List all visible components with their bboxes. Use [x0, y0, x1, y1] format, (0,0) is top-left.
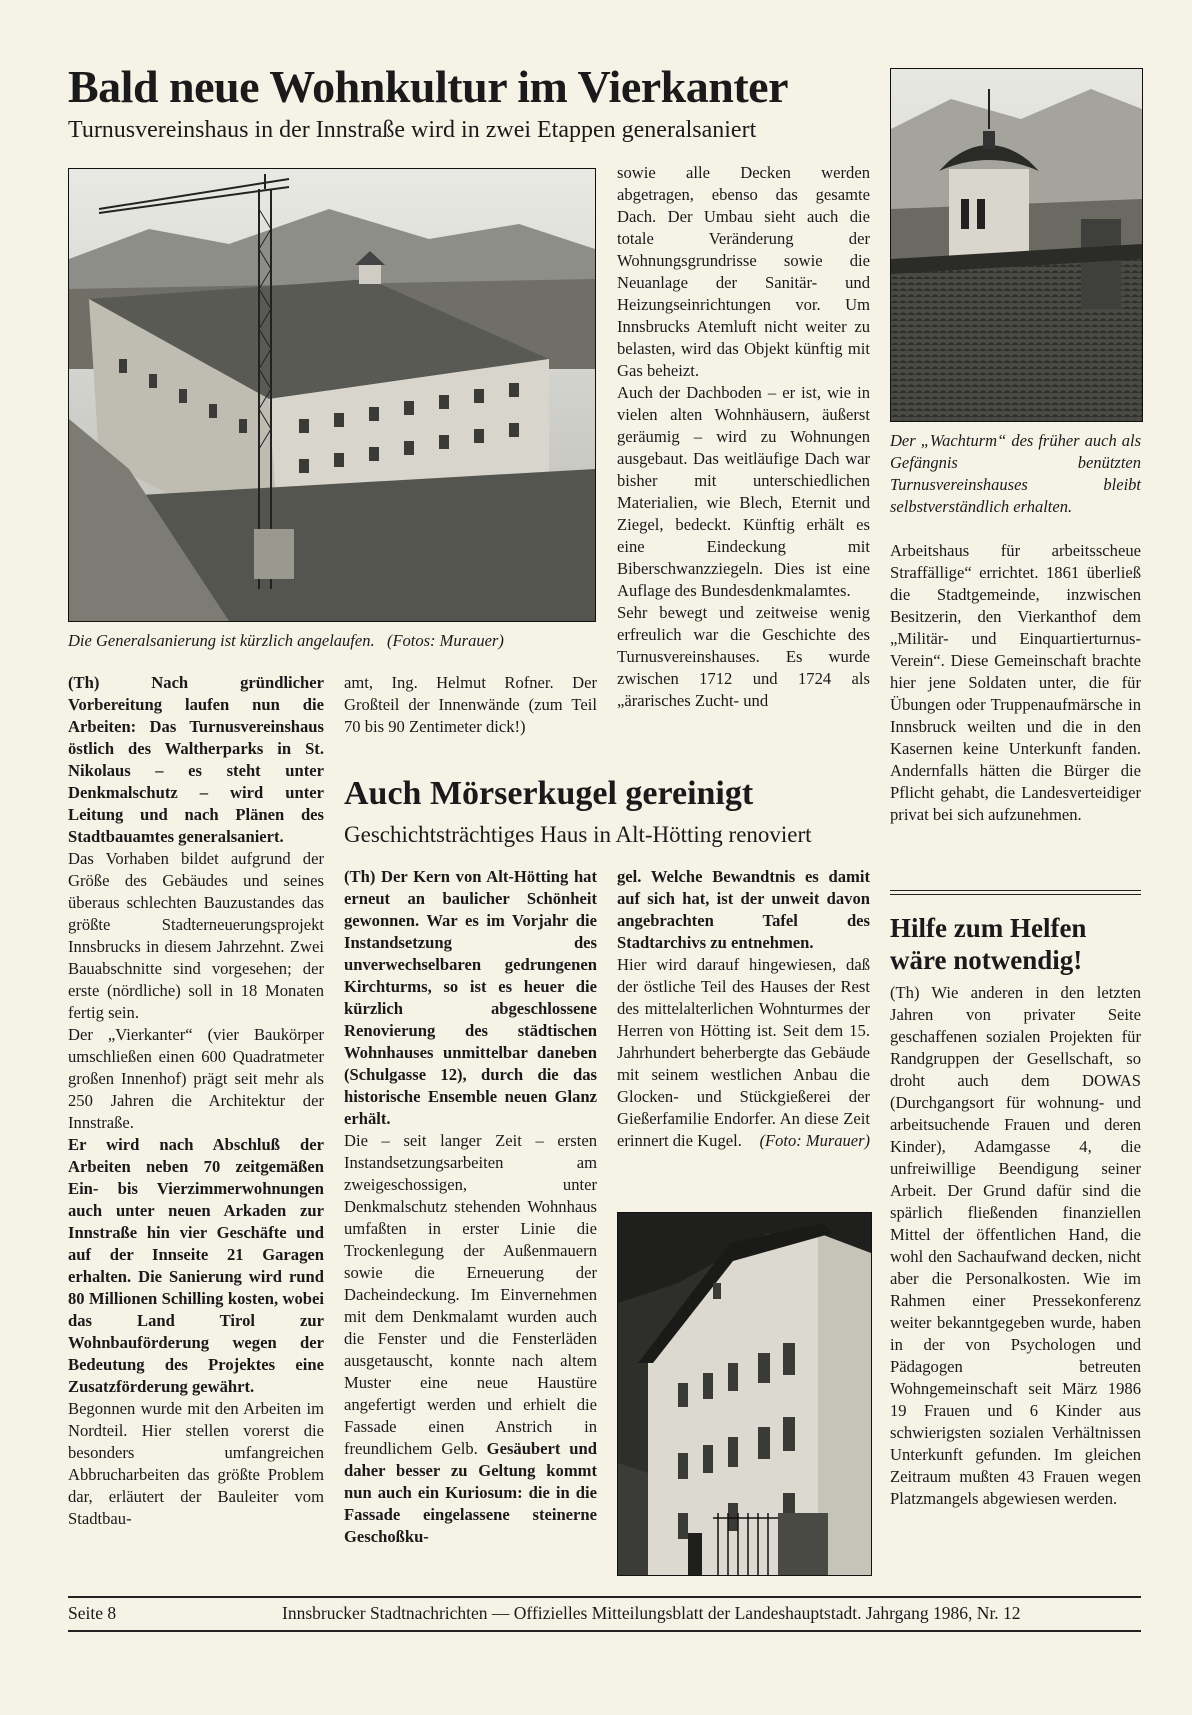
article2-subtitle: Geschichtsträchtiges Haus in Alt-Hötting renoviert	[344, 822, 812, 847]
article2-col2-body: Hier wird darauf hingewiesen, daß der östliche Teil des Hauses der Rest des mittelalterlichen Wohnturmes der Herren von Hötting ist. Seit dem 15. Jahrhundert beherbergte das Gebäude mit seinem westlichen Anbau die Glocken- und Stückgießerei der Gießerfamilie Endorfer. An diese Zeit erinnert die Kugel.	[617, 955, 870, 1150]
footer-publication: Innsbrucker Stadtnachrichten — Offizielles Mitteilungsblatt der Landeshauptstadt. Jahrgang 1986, Nr. 12	[282, 1603, 1021, 1623]
article3-divider-bottom	[890, 894, 1141, 895]
article1-col2-text: amt, Ing. Helmut Rofner. Der Großteil der Innenwände (zum Teil 70 bis 90 Zentimeter dick!)	[344, 673, 597, 736]
article2-photo-credit: (Foto: Murauer)	[759, 1131, 870, 1150]
article2-title: Auch Mörserkugel gereinigt	[344, 775, 754, 812]
article1-para-2: Der „Vierkanter“ (vier Baukörper umschließen einen 600 Quadratmeter großen Innenhof) prägt seit mehr als 250 Jahren die Architektur der Innstraße.	[68, 1025, 324, 1132]
article3-divider-top	[890, 890, 1141, 891]
article1-col4-text: Arbeitshaus für arbeitsscheue Straffällige“ errichtet. 1861 überließ die Stadtgemeinde, inzwischen Besitzerin, den Vierkanthof dem „Militär- und Einquartierturnus-Verein“. Diese Gemeinschaft brachte hier jene Soldaten unter, die für Übungen oder Truppenaufmärsche in Innsbruck weilten und die in den Kasernen keine Unterkunft fanden. Andernfalls hätten die Bürger die Pflicht gehabt, die Landesverteidiger privat bei sich aufzunehmen.	[890, 541, 1141, 824]
footer-rule-top	[68, 1596, 1141, 1598]
article2-body: Die – seit langer Zeit – ersten Instandsetzungsarbeiten am zweigeschossigen, unter Denkmalschutz stehenden Wohnhaus umfaßten in erster Linie die Trockenlegung der Außenmauern sowie die Erneuerung der Dacheindeckung. Im Einvernehmen mit dem Denkmalamt wurden auch die Fenster und die Fensterläden ausgetauscht, konnte nach altem Muster eine neue Haustüre angefertigt werden und erhielt die Fassade einen Anstrich in freundlichem Gelb.	[344, 1131, 597, 1458]
footer-rule-bottom	[68, 1630, 1141, 1632]
article1-title: Bald neue Wohnkultur im Vierkanter	[68, 61, 788, 112]
main-photo-caption	[68, 630, 594, 652]
photo-caption-text: Die Generalsanierung ist kürzlich angelaufen.	[68, 631, 375, 650]
house-photo	[617, 1212, 872, 1576]
watchtower-photo	[890, 68, 1143, 422]
article1-para-1: Das Vorhaben bildet aufgrund der Größe des Gebäudes und seines überaus schlechten Bauzustandes das größte Stadterneuerungsprojekt Innsbrucks in diesem Jahrzehnt. Zwei Bauabschnitte sind vorgesehen; der erste (nördliche) soll in 18 Monaten fertig sein.	[68, 849, 324, 1022]
article3-text: (Th) Wie anderen in den letzten Jahren von privater Seite geschaffenen sozialen Projekten für Randgruppen der Gesellschaft, so droht auch dem DOWAS (Durchgangsort für wohnung- und arbeitsuchende Frauen und deren Kinder), Adamgasse 4, die unfreiwillige Beendigung seiner Arbeit. Der Grund dafür sind die spärlich fließenden finanziellen Mittel der öffentlichen Hand, die wohl den Sachaufwand decken, nicht aber die Personalkosten. Wie im Rahmen einer Pressekonferenz weiter bekanntgegeben wurde, haben in der von Psychologen und Pädagogen betreuten Wohngemeinschaft seit März 1986 19 Frauen und 6 Kinder aus schwierigsten sozialen Verhältnissen Unterkunft gefunden. Im gleichen Zeitraum mußten 43 Frauen wegen Platzmangels abgewiesen werden.	[890, 983, 1141, 1508]
article1-subtitle: Turnusvereinshaus in der Innstraße wird in zwei Etappen generalsaniert	[68, 117, 757, 143]
article1-lead: (Th) Nach gründlicher Vorbereitung laufen nun die Arbeiten: Das Turnusvereinshaus östlich des Waltherparks in St. Nikolaus – es steht unter Denkmalschutz – wird unter Leitung und nach Plänen des Stadtbauamtes generalsaniert.	[68, 673, 324, 846]
article1-para-3: Begonnen wurde mit den Arbeiten im Nordteil. Hier stellen vorerst die besonders umfangreichen Abbrucharbeiten das größte Problem dar, erläutert der Bauleiter vom Stadtbau-	[68, 1399, 324, 1528]
article2-col2-bold: gel. Welche Bewandtnis es damit auf sich hat, ist der unweit davon angebrachten Tafel des Stadtarchivs zu entnehmen.	[617, 867, 870, 952]
photo-credit: (Fotos: Murauer)	[386, 631, 504, 650]
article1-col3-para-3: Sehr bewegt und zeitweise wenig erfreulich war die Geschichte des Turnusvereinshauses. Es wurde zwischen 1712 und 1724 als „ärarisches Zucht- und	[617, 603, 870, 710]
article2-lead: (Th) Der Kern von Alt-Hötting hat erneut an baulicher Schönheit gewonnen. War es im Vorjahr die Instandsetzung des unverwechselbaren gedrungenen Kirchturms, so ist es heuer die kürzlich abgeschlossene Renovierung des städtischen Wohnhauses unmittelbar daneben (Schulgasse 12), durch die das historische Ensemble neuen Glanz erhält.	[344, 867, 597, 1128]
article3-title: Hilfe zum Helfen wäre notwendig!	[890, 913, 1087, 976]
article1-para-bold: Er wird nach Abschluß der Arbeiten neben 70 zeitgemäßen Ein- bis Vierzimmerwohnungen auch unter neuen Arkaden zur Innstraße hin vier Geschäfte und auf der Innseite 21 Garagen erhalten. Die Sanierung wird rund 80 Millionen Schilling kosten, wobei das Land Tirol zur Wohnbauförderung wegen der Bedeutung des Projektes eine Zusatzförderung gewährt.	[68, 1135, 324, 1396]
article1-column-3	[617, 162, 870, 712]
footer-page-number: Seite 8	[68, 1603, 117, 1623]
building-crane-photo	[68, 168, 596, 622]
article1-column-1	[68, 672, 324, 1530]
article2-bold-text: Gesäubert und daher besser zu Geltung kommt nun auch ein Kuriosum: die in die Fassade eingelassene steinerne Geschoßku-	[344, 1439, 597, 1546]
article1-col3-para-1: sowie alle Decken werden abgetragen, ebenso das gesamte Dach. Der Umbau sieht auch die totale Veränderung der Wohnungsgrundrisse sowie die Neuanlage der Sanitär- und Heizungseinrichtungen vor. Um Innsbrucks Atemluft nicht weiter zu belasten, wird das Objekt künftig mit Gas beheizt.	[617, 163, 870, 380]
watchtower-caption: Der „Wachturm“ des früher auch als Gefängnis benützten Turnusvereinshauses bleibt selbstverständlich erhalten.	[890, 431, 1141, 516]
article3-body	[890, 982, 1141, 1510]
article1-col3-para-2: Auch der Dachboden – er ist, wie in vielen alten Wohnhäusern, äußerst geräumig – wird zu Wohnungen ausgebaut. Das weitläufige Dach war bisher mit unterschiedlichen Materialien, wie Blech, Eternit und Ziegel, bedeckt. Künftig erhält es eine Eindeckung mit Biberschwanzziegeln. Dies ist eine Auflage des Bundesdenkmalamtes.	[617, 383, 870, 600]
article2-column-2	[617, 866, 870, 1152]
article2-column-1	[344, 866, 597, 1548]
article1-column-4	[890, 540, 1141, 826]
article1-column-2	[344, 672, 597, 738]
